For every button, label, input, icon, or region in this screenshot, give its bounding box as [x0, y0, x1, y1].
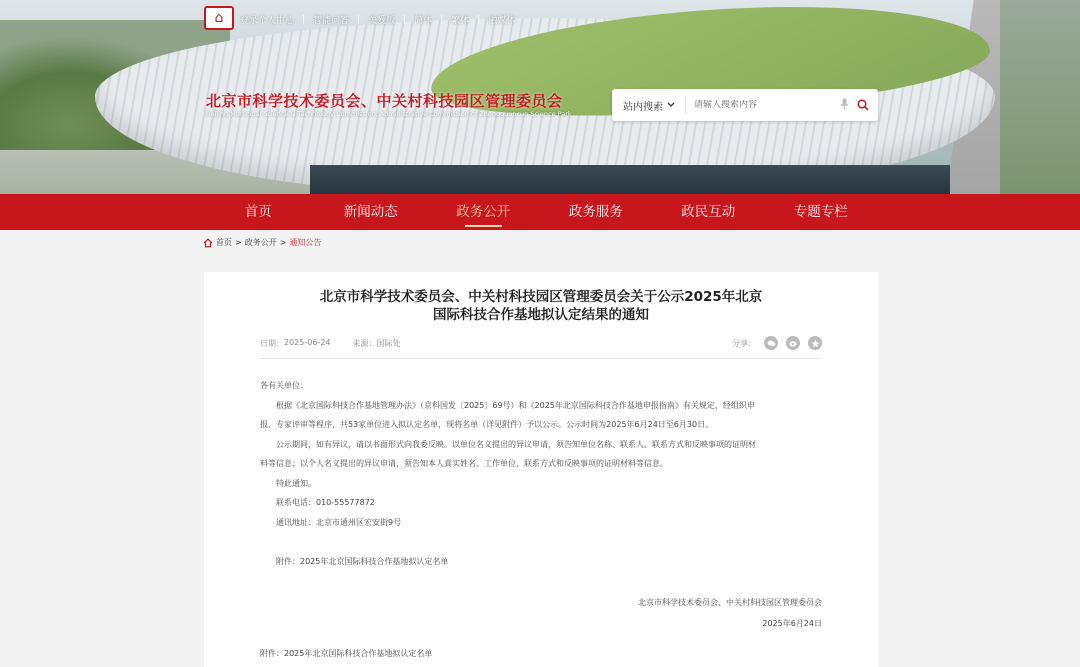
paragraph-1-line-2: 报、专家评审等程序，共53家单位进入拟认定名单，现将名单（详见附件）予以公示。公示时间为2025年6月24日至6月30日。: [260, 420, 714, 429]
breadcrumb: [203, 237, 321, 248]
nav-item-home[interactable]: 首页: [244, 204, 272, 220]
salutation: 各有关单位：: [260, 381, 308, 390]
article-date: 2025-06-24: [284, 338, 331, 347]
signature-block: [638, 592, 822, 634]
address-value: 北京市通州区宏安街9号: [316, 517, 402, 527]
article-body: [260, 376, 826, 571]
top-link-login[interactable]: 登录个人中心: [240, 16, 295, 26]
search-input[interactable]: [686, 100, 836, 110]
article-title-line2: 国际科技合作基地拟认定结果的通知: [433, 307, 649, 323]
address-label: 通讯地址：: [276, 517, 316, 527]
attachment-heading: 附件：2025年北京国际科技合作基地拟认定名单: [260, 649, 433, 658]
paragraph-1-line-1: 根据《北京国际科技合作基地管理办法》（京科国发〔2025〕69号）和《2025年北京国际科技合作基地申报指南》有关规定，经组织申: [276, 400, 755, 410]
home-icon: [203, 238, 213, 248]
top-link-care[interactable]: 关爱版: [368, 16, 396, 26]
paragraph-2-line-2: 料等信息；以个人名义提出的异议申请，须告知本人真实姓名、工作单位、联系方式和反映事项的证明材料等信息。: [260, 459, 668, 468]
separator: |: [357, 14, 361, 25]
nav-item-news[interactable]: 新闻动态: [343, 204, 398, 220]
search-box: [612, 89, 878, 121]
top-link-qa[interactable]: 智能问答: [313, 16, 350, 26]
breadcrumb-separator: >: [235, 238, 242, 247]
share-bar: [732, 336, 822, 350]
signature-org: 北京市科学技术委员会、中关村科技园区管理委员会: [638, 598, 822, 607]
signature-date: 2025年6月24日: [762, 619, 822, 628]
site-subtitle: Beijing Municipal Science & Technology Commission, Administrative Commission of Zhongguancun Science Park: [206, 110, 572, 118]
paragraph-2-line-1: 公示期间，如有异议，请以书面形式向我委反映。以单位名义提出的异议申请，须告知单位名称、联系人、联系方式和反映事项的证明材: [276, 439, 756, 449]
weibo-icon[interactable]: [786, 336, 800, 350]
phone-label: 联系电话：: [276, 498, 316, 507]
article-title: [204, 288, 878, 324]
emblem-icon: ⌂: [204, 6, 234, 30]
article-title-line1: 北京市科学技术委员会、中关村科技园区管理委员会关于公示2025年北京: [319, 289, 763, 305]
site-emblem[interactable]: [204, 6, 236, 36]
article-source: 国际处: [376, 339, 401, 348]
meta-divider: [260, 358, 822, 359]
source-label: 来源：: [352, 339, 377, 348]
share-label: 分享：: [732, 338, 756, 348]
date-label: 日期：: [260, 339, 284, 348]
main-nav: [0, 194, 1080, 230]
article-meta: [260, 338, 401, 349]
breadcrumb-home[interactable]: 首页: [216, 238, 232, 247]
search-scope-select[interactable]: [612, 96, 686, 114]
contact-phone: [260, 493, 826, 513]
qzone-icon[interactable]: [808, 336, 822, 350]
separator: |: [440, 14, 444, 25]
search-scope-label: 站内搜索: [623, 101, 663, 113]
top-link-traditional[interactable]: 繁体: [451, 16, 470, 26]
separator: |: [477, 14, 481, 25]
breadcrumb-separator: >: [279, 238, 287, 247]
wechat-icon[interactable]: [764, 336, 778, 350]
contact-address: [260, 513, 826, 533]
search-button[interactable]: [852, 94, 874, 116]
separator: |: [302, 14, 306, 25]
microphone-icon[interactable]: [836, 98, 852, 113]
top-links: [240, 13, 515, 26]
phone-number: 010-55577872: [316, 498, 375, 507]
search-icon: [857, 99, 869, 111]
separator: |: [403, 14, 407, 25]
top-link-media[interactable]: 融媒体: [488, 16, 516, 26]
banner-building-glass: [310, 165, 950, 194]
banner-trees-right: [1000, 0, 1080, 194]
chevron-down-icon: [667, 101, 675, 110]
breadcrumb-level2[interactable]: 政务公开: [244, 238, 277, 247]
nav-item-interaction[interactable]: 政民互动: [681, 204, 736, 220]
notice-line: 特此通知。: [276, 478, 316, 488]
nav-item-topics[interactable]: 专题专栏: [793, 204, 848, 220]
article-panel: [204, 272, 878, 667]
breadcrumb-current[interactable]: 通知公告: [289, 238, 322, 247]
site-title[interactable]: 北京市科学技术委员会、中关村科技园区管理委员会: [206, 92, 563, 110]
top-link-simplified[interactable]: 简体: [414, 16, 433, 26]
nav-item-gov-services[interactable]: 政务服务: [568, 204, 623, 220]
nav-item-gov-affairs[interactable]: 政务公开: [427, 194, 540, 230]
attachment-link[interactable]: 附件：2025年北京国际科技合作基地拟认定名单: [276, 556, 449, 566]
